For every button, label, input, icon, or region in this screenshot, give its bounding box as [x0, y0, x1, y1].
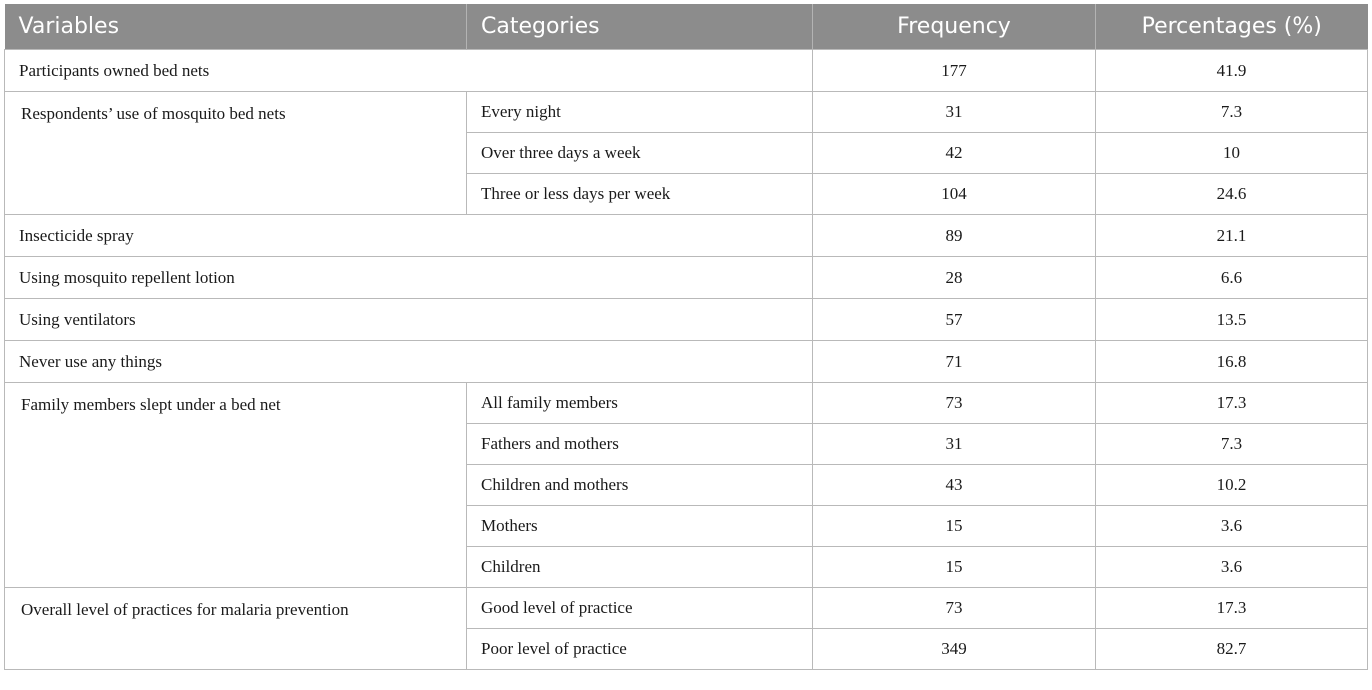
header-row	[5, 4, 1368, 50]
table-row	[5, 341, 1368, 383]
variable-cell: Overall level of practices for malaria prevention	[5, 588, 467, 670]
variable-cell: Family members slept under a bed net	[5, 383, 467, 588]
percentage-cell: 6.6	[1096, 257, 1368, 299]
table-row	[5, 299, 1368, 341]
table-body	[5, 50, 1368, 670]
header-variables: Variables	[5, 4, 467, 50]
frequency-cell: 15	[813, 506, 1096, 547]
category-cell: Children and mothers	[467, 465, 813, 506]
frequency-cell: 31	[813, 92, 1096, 133]
percentage-cell: 82.7	[1096, 629, 1368, 670]
frequency-cell: 73	[813, 383, 1096, 424]
category-cell: All family members	[467, 383, 813, 424]
frequency-cell: 89	[813, 215, 1096, 257]
category-cell: Over three days a week	[467, 133, 813, 174]
frequency-cell: 177	[813, 50, 1096, 92]
variable-cell: Never use any things	[5, 341, 813, 383]
variable-cell: Using ventilators	[5, 299, 813, 341]
frequency-cell: 42	[813, 133, 1096, 174]
frequency-cell: 349	[813, 629, 1096, 670]
frequency-cell: 104	[813, 174, 1096, 215]
category-cell: Poor level of practice	[467, 629, 813, 670]
category-cell: Children	[467, 547, 813, 588]
table-row	[5, 383, 1368, 424]
frequency-cell: 15	[813, 547, 1096, 588]
header-frequency: Frequency	[813, 4, 1096, 50]
percentage-cell: 7.3	[1096, 92, 1368, 133]
category-cell: Mothers	[467, 506, 813, 547]
variable-cell: Participants owned bed nets	[5, 50, 813, 92]
frequency-cell: 57	[813, 299, 1096, 341]
header-percentages: Percentages (%)	[1096, 4, 1368, 50]
percentage-cell: 10	[1096, 133, 1368, 174]
variable-cell: Insecticide spray	[5, 215, 813, 257]
frequency-cell: 43	[813, 465, 1096, 506]
table-header	[5, 4, 1368, 50]
table-row	[5, 257, 1368, 299]
variable-cell: Respondents’ use of mosquito bed nets	[5, 92, 467, 215]
percentage-cell: 16.8	[1096, 341, 1368, 383]
table-row	[5, 215, 1368, 257]
percentage-cell: 41.9	[1096, 50, 1368, 92]
table-row	[5, 92, 1368, 133]
percentage-cell: 3.6	[1096, 506, 1368, 547]
category-cell: Every night	[467, 92, 813, 133]
percentage-cell: 21.1	[1096, 215, 1368, 257]
table-row	[5, 588, 1368, 629]
category-cell: Three or less days per week	[467, 174, 813, 215]
frequency-cell: 31	[813, 424, 1096, 465]
percentage-cell: 7.3	[1096, 424, 1368, 465]
header-categories: Categories	[467, 4, 813, 50]
frequency-cell: 71	[813, 341, 1096, 383]
frequency-cell: 28	[813, 257, 1096, 299]
variable-cell: Using mosquito repellent lotion	[5, 257, 813, 299]
data-table	[4, 4, 1368, 670]
percentage-cell: 3.6	[1096, 547, 1368, 588]
percentage-cell: 17.3	[1096, 588, 1368, 629]
category-cell: Good level of practice	[467, 588, 813, 629]
percentage-cell: 24.6	[1096, 174, 1368, 215]
table-row	[5, 50, 1368, 92]
percentage-cell: 17.3	[1096, 383, 1368, 424]
percentage-cell: 13.5	[1096, 299, 1368, 341]
frequency-cell: 73	[813, 588, 1096, 629]
category-cell: Fathers and mothers	[467, 424, 813, 465]
percentage-cell: 10.2	[1096, 465, 1368, 506]
